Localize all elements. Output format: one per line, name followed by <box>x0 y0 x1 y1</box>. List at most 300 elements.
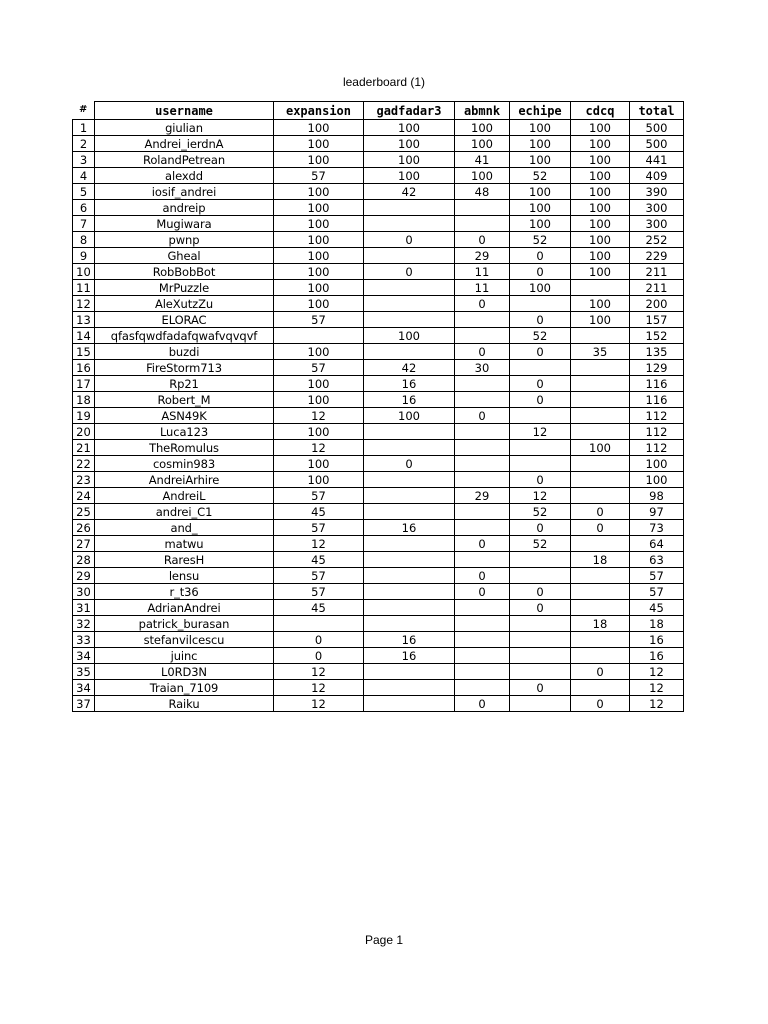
cell-cdcq: 0 <box>571 504 630 520</box>
cell-echipe: 0 <box>510 392 571 408</box>
cell-username: andrei_C1 <box>95 504 274 520</box>
cell-echipe: 100 <box>510 216 571 232</box>
cell-expansion: 12 <box>274 536 364 552</box>
cell-total: 16 <box>630 648 684 664</box>
cell-cdcq: 18 <box>571 616 630 632</box>
cell-echipe: 100 <box>510 280 571 296</box>
table-row <box>73 520 684 536</box>
table-row <box>73 392 684 408</box>
cell-expansion: 12 <box>274 664 364 680</box>
cell-expansion: 100 <box>274 152 364 168</box>
cell-username: TheRomulus <box>95 440 274 456</box>
cell-total: 135 <box>630 344 684 360</box>
cell-expansion: 100 <box>274 424 364 440</box>
cell-gadfadar3: 16 <box>364 392 455 408</box>
cell-gadfadar3 <box>364 536 455 552</box>
cell-cdcq <box>571 392 630 408</box>
cell-total: 211 <box>630 264 684 280</box>
cell-gadfadar3: 16 <box>364 376 455 392</box>
cell-gadfadar3 <box>364 280 455 296</box>
cell-expansion: 100 <box>274 216 364 232</box>
cell-gadfadar3 <box>364 216 455 232</box>
table-row <box>73 168 684 184</box>
cell-total: 157 <box>630 312 684 328</box>
table-row <box>73 664 684 680</box>
cell-rank: 37 <box>73 696 95 712</box>
cell-expansion: 45 <box>274 504 364 520</box>
cell-total: 112 <box>630 424 684 440</box>
cell-rank: 8 <box>73 232 95 248</box>
cell-rank: 6 <box>73 200 95 216</box>
cell-echipe: 52 <box>510 536 571 552</box>
table-body <box>73 120 684 712</box>
cell-username: and_ <box>95 520 274 536</box>
leaderboard-table <box>72 101 684 712</box>
cell-expansion: 100 <box>274 472 364 488</box>
table-row <box>73 344 684 360</box>
cell-abmnk: 0 <box>455 232 510 248</box>
cell-gadfadar3: 0 <box>364 264 455 280</box>
cell-expansion: 100 <box>274 232 364 248</box>
cell-echipe <box>510 568 571 584</box>
cell-expansion: 100 <box>274 264 364 280</box>
cell-total: 18 <box>630 616 684 632</box>
cell-rank: 23 <box>73 472 95 488</box>
cell-cdcq <box>571 328 630 344</box>
cell-cdcq: 100 <box>571 312 630 328</box>
cell-rank: 1 <box>73 120 95 136</box>
cell-rank: 30 <box>73 584 95 600</box>
cell-rank: 33 <box>73 632 95 648</box>
cell-username: AleXutzZu <box>95 296 274 312</box>
table-row <box>73 568 684 584</box>
cell-cdcq: 100 <box>571 248 630 264</box>
cell-total: 441 <box>630 152 684 168</box>
cell-echipe: 0 <box>510 584 571 600</box>
cell-abmnk <box>455 648 510 664</box>
cell-gadfadar3 <box>364 568 455 584</box>
cell-total: 409 <box>630 168 684 184</box>
cell-abmnk: 29 <box>455 488 510 504</box>
cell-expansion: 100 <box>274 280 364 296</box>
column-header-echipe: echipe <box>510 102 571 120</box>
cell-username: AdrianAndrei <box>95 600 274 616</box>
cell-expansion: 57 <box>274 520 364 536</box>
cell-gadfadar3 <box>364 600 455 616</box>
cell-gadfadar3 <box>364 344 455 360</box>
cell-total: 57 <box>630 584 684 600</box>
cell-echipe <box>510 632 571 648</box>
table-row <box>73 440 684 456</box>
cell-cdcq <box>571 600 630 616</box>
cell-gadfadar3 <box>364 696 455 712</box>
cell-abmnk <box>455 392 510 408</box>
cell-abmnk: 0 <box>455 696 510 712</box>
table-row <box>73 184 684 200</box>
cell-echipe <box>510 408 571 424</box>
cell-username: RolandPetrean <box>95 152 274 168</box>
cell-rank: 31 <box>73 600 95 616</box>
cell-username: alexdd <box>95 168 274 184</box>
cell-expansion: 100 <box>274 296 364 312</box>
cell-echipe <box>510 440 571 456</box>
cell-gadfadar3 <box>364 552 455 568</box>
cell-echipe: 0 <box>510 248 571 264</box>
cell-expansion: 12 <box>274 440 364 456</box>
column-header-username: username <box>95 102 274 120</box>
cell-total: 500 <box>630 136 684 152</box>
cell-cdcq: 100 <box>571 136 630 152</box>
cell-echipe: 100 <box>510 152 571 168</box>
cell-expansion: 57 <box>274 584 364 600</box>
cell-abmnk: 100 <box>455 120 510 136</box>
cell-gadfadar3: 42 <box>364 360 455 376</box>
cell-rank: 34 <box>73 680 95 696</box>
table-row <box>73 296 684 312</box>
cell-username: Traian_7109 <box>95 680 274 696</box>
cell-cdcq: 100 <box>571 216 630 232</box>
cell-echipe <box>510 552 571 568</box>
cell-cdcq <box>571 648 630 664</box>
table-row <box>73 600 684 616</box>
cell-expansion: 100 <box>274 136 364 152</box>
cell-total: 57 <box>630 568 684 584</box>
cell-abmnk: 30 <box>455 360 510 376</box>
cell-rank: 14 <box>73 328 95 344</box>
cell-rank: 28 <box>73 552 95 568</box>
cell-gadfadar3: 16 <box>364 648 455 664</box>
cell-username: Rp21 <box>95 376 274 392</box>
cell-expansion: 100 <box>274 184 364 200</box>
cell-rank: 12 <box>73 296 95 312</box>
cell-rank: 26 <box>73 520 95 536</box>
cell-username: AndreiL <box>95 488 274 504</box>
cell-rank: 2 <box>73 136 95 152</box>
cell-echipe: 52 <box>510 328 571 344</box>
cell-total: 100 <box>630 472 684 488</box>
cell-echipe: 52 <box>510 168 571 184</box>
cell-abmnk: 100 <box>455 136 510 152</box>
cell-username: qfasfqwdfadafqwafvqvqvf <box>95 328 274 344</box>
cell-gadfadar3: 0 <box>364 456 455 472</box>
cell-expansion: 100 <box>274 344 364 360</box>
cell-expansion: 57 <box>274 312 364 328</box>
cell-abmnk <box>455 200 510 216</box>
cell-username: juinc <box>95 648 274 664</box>
cell-echipe: 12 <box>510 488 571 504</box>
cell-abmnk: 0 <box>455 536 510 552</box>
cell-abmnk <box>455 216 510 232</box>
cell-abmnk: 0 <box>455 296 510 312</box>
cell-total: 200 <box>630 296 684 312</box>
cell-gadfadar3: 0 <box>364 232 455 248</box>
cell-total: 64 <box>630 536 684 552</box>
cell-gadfadar3 <box>364 200 455 216</box>
table-row <box>73 312 684 328</box>
cell-username: patrick_burasan <box>95 616 274 632</box>
cell-cdcq: 100 <box>571 440 630 456</box>
cell-cdcq <box>571 536 630 552</box>
cell-rank: 20 <box>73 424 95 440</box>
cell-abmnk <box>455 424 510 440</box>
cell-total: 97 <box>630 504 684 520</box>
cell-expansion: 100 <box>274 248 364 264</box>
column-header-gadfadar3: gadfadar3 <box>364 102 455 120</box>
table-row <box>73 472 684 488</box>
cell-total: 98 <box>630 488 684 504</box>
cell-gadfadar3: 16 <box>364 520 455 536</box>
cell-echipe: 0 <box>510 680 571 696</box>
cell-abmnk: 0 <box>455 584 510 600</box>
cell-echipe <box>510 360 571 376</box>
table-row <box>73 616 684 632</box>
page-number: Page 1 <box>364 933 404 947</box>
cell-echipe: 0 <box>510 376 571 392</box>
cell-total: 112 <box>630 408 684 424</box>
table-row <box>73 488 684 504</box>
cell-gadfadar3: 100 <box>364 136 455 152</box>
cell-cdcq: 100 <box>571 232 630 248</box>
cell-expansion: 0 <box>274 648 364 664</box>
cell-expansion: 12 <box>274 696 364 712</box>
cell-rank: 4 <box>73 168 95 184</box>
cell-gadfadar3: 100 <box>364 120 455 136</box>
cell-cdcq <box>571 424 630 440</box>
cell-expansion: 100 <box>274 392 364 408</box>
table-row <box>73 552 684 568</box>
cell-rank: 25 <box>73 504 95 520</box>
cell-expansion: 57 <box>274 168 364 184</box>
cell-cdcq <box>571 376 630 392</box>
cell-total: 300 <box>630 200 684 216</box>
cell-echipe <box>510 456 571 472</box>
cell-total: 100 <box>630 456 684 472</box>
cell-rank: 35 <box>73 664 95 680</box>
cell-username: buzdi <box>95 344 274 360</box>
cell-abmnk <box>455 440 510 456</box>
cell-rank: 27 <box>73 536 95 552</box>
cell-username: giulian <box>95 120 274 136</box>
cell-gadfadar3: 42 <box>364 184 455 200</box>
table-row <box>73 120 684 136</box>
cell-username: ELORAC <box>95 312 274 328</box>
cell-expansion: 12 <box>274 408 364 424</box>
cell-abmnk: 0 <box>455 568 510 584</box>
cell-cdcq <box>571 280 630 296</box>
cell-total: 73 <box>630 520 684 536</box>
cell-cdcq: 100 <box>571 120 630 136</box>
cell-username: cosmin983 <box>95 456 274 472</box>
cell-abmnk: 41 <box>455 152 510 168</box>
cell-rank: 21 <box>73 440 95 456</box>
cell-cdcq: 100 <box>571 152 630 168</box>
cell-gadfadar3 <box>364 504 455 520</box>
cell-username: FireStorm713 <box>95 360 274 376</box>
table-row <box>73 200 684 216</box>
cell-abmnk <box>455 552 510 568</box>
document-title: leaderboard (1) <box>342 75 426 89</box>
cell-cdcq <box>571 632 630 648</box>
cell-rank: 32 <box>73 616 95 632</box>
cell-abmnk <box>455 600 510 616</box>
cell-total: 252 <box>630 232 684 248</box>
cell-expansion: 45 <box>274 600 364 616</box>
cell-expansion: 100 <box>274 200 364 216</box>
table-row <box>73 680 684 696</box>
cell-username: stefanvilcescu <box>95 632 274 648</box>
cell-expansion: 12 <box>274 680 364 696</box>
cell-expansion: 100 <box>274 120 364 136</box>
cell-username: RaresH <box>95 552 274 568</box>
cell-echipe: 100 <box>510 136 571 152</box>
cell-cdcq: 0 <box>571 520 630 536</box>
cell-rank: 13 <box>73 312 95 328</box>
cell-cdcq <box>571 360 630 376</box>
cell-echipe <box>510 296 571 312</box>
cell-abmnk <box>455 664 510 680</box>
cell-username: Raiku <box>95 696 274 712</box>
table-row <box>73 696 684 712</box>
cell-abmnk <box>455 312 510 328</box>
cell-rank: 10 <box>73 264 95 280</box>
cell-cdcq: 100 <box>571 296 630 312</box>
cell-gadfadar3: 100 <box>364 328 455 344</box>
cell-total: 116 <box>630 392 684 408</box>
cell-echipe: 0 <box>510 600 571 616</box>
cell-total: 129 <box>630 360 684 376</box>
cell-abmnk <box>455 504 510 520</box>
cell-rank: 9 <box>73 248 95 264</box>
cell-abmnk: 100 <box>455 168 510 184</box>
cell-expansion: 45 <box>274 552 364 568</box>
cell-expansion: 100 <box>274 376 364 392</box>
cell-echipe: 100 <box>510 200 571 216</box>
cell-expansion: 57 <box>274 568 364 584</box>
table-row <box>73 264 684 280</box>
table-row <box>73 328 684 344</box>
cell-abmnk: 0 <box>455 408 510 424</box>
cell-rank: 22 <box>73 456 95 472</box>
cell-total: 152 <box>630 328 684 344</box>
cell-abmnk <box>455 520 510 536</box>
cell-abmnk <box>455 616 510 632</box>
cell-echipe: 12 <box>510 424 571 440</box>
cell-total: 16 <box>630 632 684 648</box>
cell-cdcq: 35 <box>571 344 630 360</box>
cell-username: Mugiwara <box>95 216 274 232</box>
cell-username: r_t36 <box>95 584 274 600</box>
cell-username: L0RD3N <box>95 664 274 680</box>
cell-rank: 11 <box>73 280 95 296</box>
cell-cdcq: 100 <box>571 264 630 280</box>
cell-cdcq: 100 <box>571 184 630 200</box>
cell-echipe: 0 <box>510 520 571 536</box>
column-header-total: total <box>630 102 684 120</box>
cell-username: RobBobBot <box>95 264 274 280</box>
table-row <box>73 360 684 376</box>
cell-echipe: 100 <box>510 184 571 200</box>
cell-username: AndreiArhire <box>95 472 274 488</box>
cell-gadfadar3: 100 <box>364 168 455 184</box>
cell-expansion: 0 <box>274 632 364 648</box>
cell-username: MrPuzzle <box>95 280 274 296</box>
cell-total: 63 <box>630 552 684 568</box>
table-row <box>73 424 684 440</box>
cell-cdcq: 100 <box>571 200 630 216</box>
cell-gadfadar3: 16 <box>364 632 455 648</box>
cell-cdcq <box>571 456 630 472</box>
cell-rank: 29 <box>73 568 95 584</box>
cell-cdcq: 100 <box>571 168 630 184</box>
cell-echipe <box>510 696 571 712</box>
cell-rank: 16 <box>73 360 95 376</box>
column-header-expansion: expansion <box>274 102 364 120</box>
cell-cdcq: 18 <box>571 552 630 568</box>
cell-cdcq <box>571 472 630 488</box>
cell-username: Robert_M <box>95 392 274 408</box>
cell-abmnk: 48 <box>455 184 510 200</box>
cell-cdcq: 0 <box>571 696 630 712</box>
table-row <box>73 584 684 600</box>
table-row <box>73 408 684 424</box>
cell-expansion: 57 <box>274 360 364 376</box>
cell-total: 300 <box>630 216 684 232</box>
cell-abmnk: 0 <box>455 344 510 360</box>
cell-gadfadar3 <box>364 312 455 328</box>
cell-username: ASN49K <box>95 408 274 424</box>
cell-echipe: 0 <box>510 472 571 488</box>
cell-rank: 5 <box>73 184 95 200</box>
column-header-rank: # <box>73 102 95 120</box>
cell-echipe: 0 <box>510 264 571 280</box>
table-row <box>73 456 684 472</box>
cell-cdcq <box>571 408 630 424</box>
cell-gadfadar3 <box>364 472 455 488</box>
cell-abmnk <box>455 456 510 472</box>
cell-expansion <box>274 616 364 632</box>
cell-username: matwu <box>95 536 274 552</box>
table-row <box>73 280 684 296</box>
cell-echipe <box>510 616 571 632</box>
cell-cdcq <box>571 488 630 504</box>
cell-gadfadar3 <box>364 440 455 456</box>
table-row <box>73 536 684 552</box>
cell-total: 12 <box>630 680 684 696</box>
cell-username: iosif_andrei <box>95 184 274 200</box>
cell-gadfadar3: 100 <box>364 152 455 168</box>
cell-total: 12 <box>630 696 684 712</box>
cell-total: 116 <box>630 376 684 392</box>
cell-total: 211 <box>630 280 684 296</box>
table-row <box>73 248 684 264</box>
cell-abmnk <box>455 328 510 344</box>
cell-rank: 34 <box>73 648 95 664</box>
cell-username: lensu <box>95 568 274 584</box>
cell-rank: 15 <box>73 344 95 360</box>
cell-gadfadar3 <box>364 664 455 680</box>
cell-rank: 19 <box>73 408 95 424</box>
cell-rank: 18 <box>73 392 95 408</box>
cell-abmnk <box>455 376 510 392</box>
cell-gadfadar3 <box>364 488 455 504</box>
cell-rank: 7 <box>73 216 95 232</box>
cell-username: Luca123 <box>95 424 274 440</box>
cell-expansion: 57 <box>274 488 364 504</box>
table-row <box>73 152 684 168</box>
cell-total: 500 <box>630 120 684 136</box>
cell-abmnk <box>455 472 510 488</box>
cell-cdcq <box>571 680 630 696</box>
